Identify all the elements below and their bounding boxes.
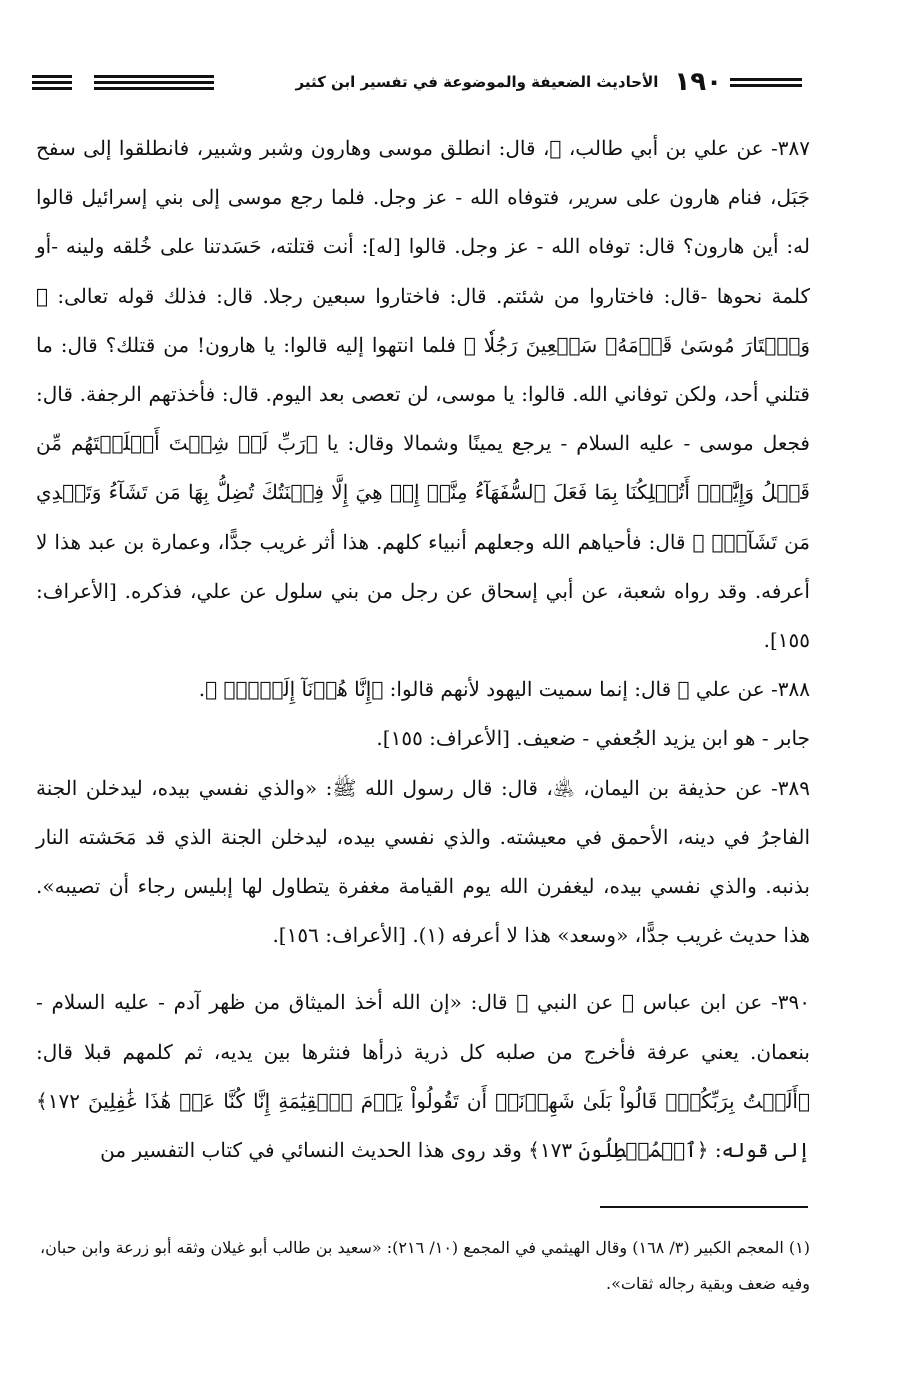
footnotes	[40, 1230, 810, 1302]
page-number: ١٩٠	[674, 67, 722, 97]
body-text	[36, 124, 810, 1175]
footnote-divider	[600, 1206, 808, 1208]
running-header	[32, 62, 802, 102]
header-title: الأحاديث الضعيفة والموضوعة في تفسير ابن كثير	[295, 73, 659, 91]
hadith-entry-388: ٣٨٨- عن علي ﵁ قال: إنما سميت اليهود لأنهم قالوا: ﴿إِنَّا هُدۡنَآ إِلَيۡكَۚ ﴾.	[198, 677, 810, 702]
hadith-note-388: جابر - هو ابن يزيد الجُعفي - ضعيف. [الأعراف: ١٥٥].	[376, 726, 810, 751]
header-rule-right	[730, 78, 802, 87]
header-rule-left	[32, 75, 72, 90]
header-rule-middle	[94, 75, 214, 90]
footnote-1: (١) المعجم الكبير (٣/ ١٦٨) وقال الهيثمي في المجمع (١٠/ ٢١٦): «سعيد بن طالب أبو غيلان وثقه أبو زرعة وابن حبان، وفيه ضعف وبقية رجاله ثقات».	[40, 1238, 810, 1293]
hadith-entry-390: ٣٩٠- عن ابن عباس ﵄ عن النبي ﷺ قال: «إن الله أخذ الميثاق من ظهر آدم - عليه السلام - بنعمان. يعني عرفة فأخرج من صلبه كل ذرية ذرأها فنثرها بين يديه، ثم كلمهم قبلا قال: ﴿أَلَسۡتُ بِرَبِّكُمۡۖ قَالُواْ بَلَىٰ شَهِدۡنَآۚ أَن تَقُولُواْ يَوۡمَ ٱلۡقِيَٰمَةِ إِنَّا كُنَّا عَنۡ هَٰذَا غَٰفِلِينَ ١٧٢﴾ إلى قوله: ﴿ٱلۡمُبۡطِلُونَ ١٧٣﴾ وقد روى هذا الحديث النسائي في كتاب التفسير من	[36, 990, 810, 1163]
hadith-entry-387: ٣٨٧- عن علي بن أبي طالب، ﵁، قال: انطلق موسى وهارون وشبر وشبير، فانطلقوا إلى سفح جَبَل، فنام هارون على سرير، فتوفاه الله - عز وجل. فلما رجع موسى إلى بني إسرائيل قالوا له: أين هارون؟ قال: توفاه الله - عز وجل. قالوا [له]: أنت قتلته، حَسَدتنا على خُلقه ولينه -أو كلمة نحوها -قال: فاختاروا من شئتم. قال: فاختاروا سبعين رجلا. قال: فذلك قوله تعالى: ﴿ وَٱخۡتَارَ مُوسَىٰ قَوۡمَهُۥ سَبۡعِينَ رَجُلٗا ﴾ فلما انتهوا إليه قالوا: يا هارون! من قتلك؟ قال: ما قتلني أحد، ولكن توفاني الله. قالوا: يا موسى، لن تعصى بعد اليوم. قال: فأخذتهم الرجفة. قال: فجعل موسى - عليه السلام - يرجع يمينًا وشمالا وقال: يا ﴿رَبِّ لَوۡ شِئۡتَ أَهۡلَكۡتَهُم مِّن قَبۡلُ وَإِيَّٰيَۖ أَتُهۡلِكُنَا بِمَا فَعَلَ ٱلسُّفَهَآءُ مِنَّآۖ إِنۡ هِيَ إِلَّا فِتۡنَتُكَ تُضِلُّ بِهَا مَن تَشَآءُ وَتَهۡدِي مَن تَشَآءُۖ ﴾ قال: فأحياهم الله وجعلهم أنبياء كلهم. هذا أثر غريب جدًّا، وعمارة بن عبد هذا لا أعرفه. وقد رواه شعبة، عن أبي إسحاق عن رجل من بني سلول عن علي، فذكره. [الأعراف: ١٥٥].	[36, 136, 811, 653]
hadith-entry-389: ٣٨٩- عن حذيفة بن اليمان، ﵁، قال: قال رسول الله ﷺ: «والذي نفسي بيده، ليدخلن الجنة الفاجرُ في دينه، الأحمق في معيشته. والذي نفسي بيده، ليدخلن الجنة الذي قد مَحَشته النار بذنبه. والذي نفسي بيده، ليغفرن الله يوم القيامة مغفرة يتطاول لها إبليس رجاء أن تصيبه». هذا حديث غريب جدًّا، «وسعد» هذا لا أعرفه (١). [الأعراف: ١٥٦].	[36, 775, 810, 948]
